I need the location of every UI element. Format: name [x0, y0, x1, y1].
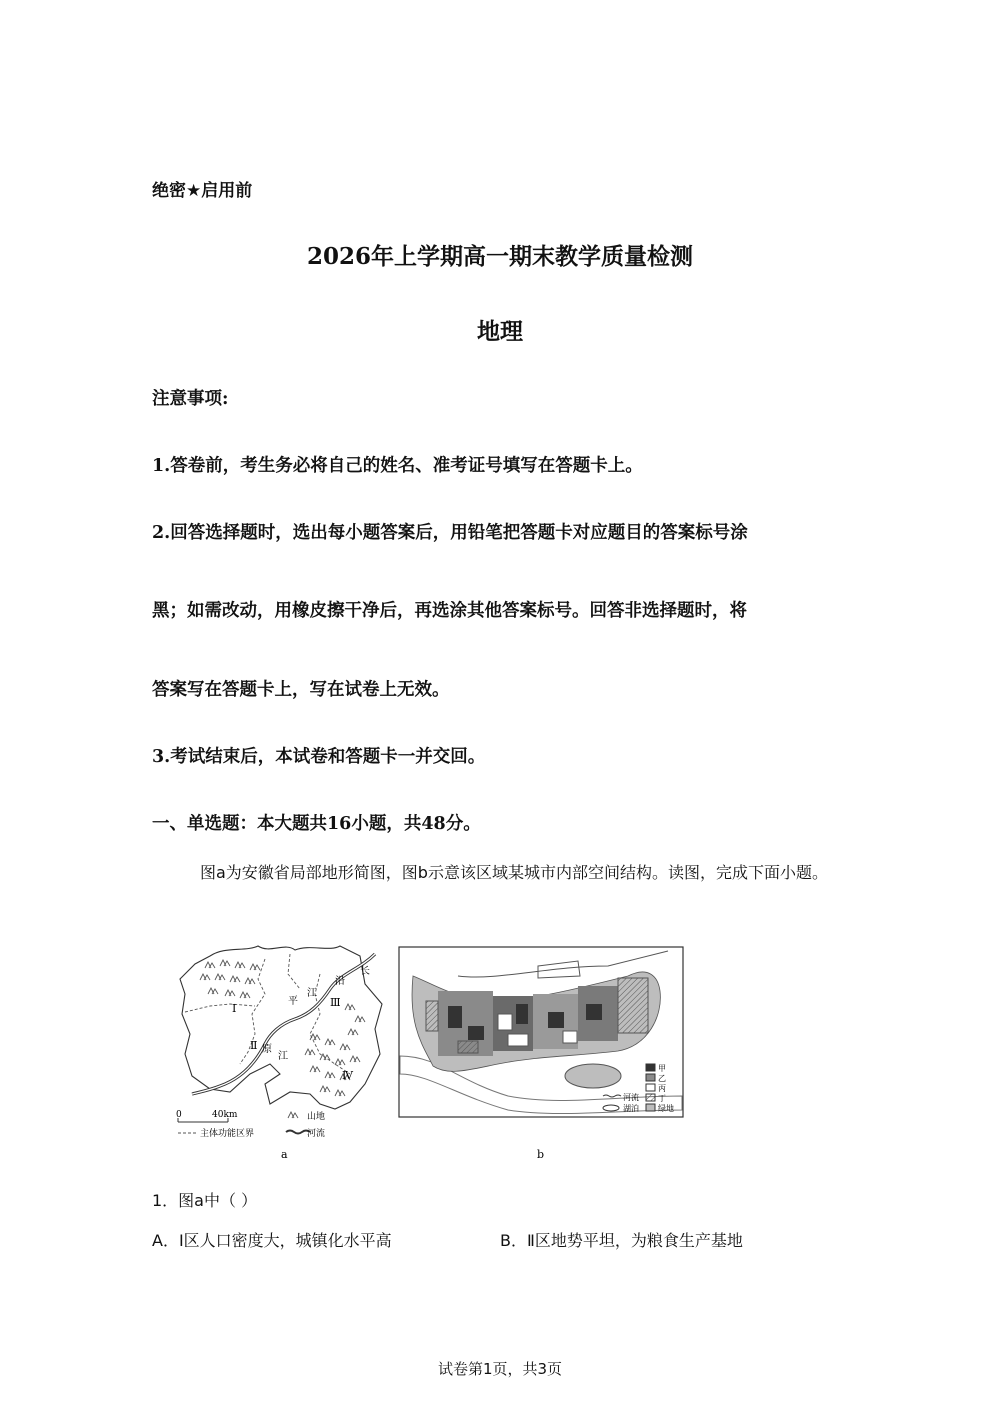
map-label-jiang: 江: [307, 988, 317, 999]
note-item-2-line-3: 答案写在答题卡上，写在试卷上无效。: [152, 680, 450, 700]
exam-subject: 地理: [477, 318, 523, 345]
note-item-2-line-1: 2.回答选择题时，选出每小题答案后，用铅笔把答题卡对应题目的答案标号涂: [152, 523, 748, 543]
region-iv-label: Ⅳ: [342, 1069, 353, 1082]
note-item-3: 3.考试结束后，本试卷和答题卡一并交回。: [152, 747, 486, 767]
figure-a-caption: a: [281, 1148, 288, 1161]
mountain-legend-icon: [288, 1112, 298, 1118]
exam-title: 2026年上学期高一期末教学质量检测: [306, 243, 693, 270]
region-ii-label: Ⅱ: [250, 1039, 258, 1052]
note-item-1: 1.答卷前，考生务必将自己的姓名、准考证号填写在答题卡上。: [152, 456, 643, 476]
map-label-ping: 平: [288, 996, 298, 1007]
section-heading: 一、单选题：本大题共16小题，共48分。: [152, 814, 481, 834]
confidential-label: 绝密★启用前: [152, 181, 253, 201]
scale-distance: 40km: [212, 1110, 238, 1120]
legend-b-jia: 甲: [658, 1064, 666, 1073]
legend-b-lake: 湖泊: [623, 1104, 639, 1113]
map-label-yuan: 原: [262, 1044, 272, 1055]
legend-boundary: 主体功能区界: [200, 1129, 255, 1139]
figure-b-caption: b: [537, 1148, 545, 1161]
map-label-yan: 沿: [335, 976, 345, 987]
intro-paragraph: 图a为安徽省局部地形简图，图b示意该区域某城市内部空间结构。读图，完成下面小题。: [200, 863, 828, 882]
region-i-label: Ⅰ: [232, 1002, 237, 1015]
legend-b-river: 河流: [623, 1093, 639, 1102]
map-label-chang: 长: [360, 966, 370, 977]
question-1-stem: 1．图a中（ ）: [152, 1191, 258, 1210]
page-footer: 试卷第1页，共3页: [437, 1360, 563, 1378]
legend-river: 河流: [307, 1129, 326, 1139]
legend-b-bing: 丙: [658, 1084, 666, 1093]
note-item-2-line-2: 黑；如需改动，用橡皮擦干净后，再选涂其他答案标号。回答非选择题时，将: [152, 601, 747, 621]
map-label-jiang-2: 江: [278, 1051, 288, 1062]
legend-mountain: 山地: [307, 1112, 326, 1122]
figure-b-map: [398, 946, 688, 1166]
region-iii-label: Ⅲ: [330, 996, 341, 1009]
question-1-option-b[interactable]: B．Ⅱ区地势平坦，为粮食生产基地: [500, 1231, 743, 1250]
legend-b-ding: 丁: [658, 1094, 666, 1103]
legend-b-greenland: 绿地: [658, 1104, 674, 1113]
figure-a-map: [170, 934, 400, 1164]
question-1-option-a[interactable]: A．Ⅰ区人口密度大，城镇化水平高: [152, 1231, 392, 1250]
legend-b-yi: 乙: [658, 1074, 666, 1083]
scale-zero: 0: [176, 1110, 182, 1120]
notes-heading: 注意事项:: [152, 389, 229, 409]
